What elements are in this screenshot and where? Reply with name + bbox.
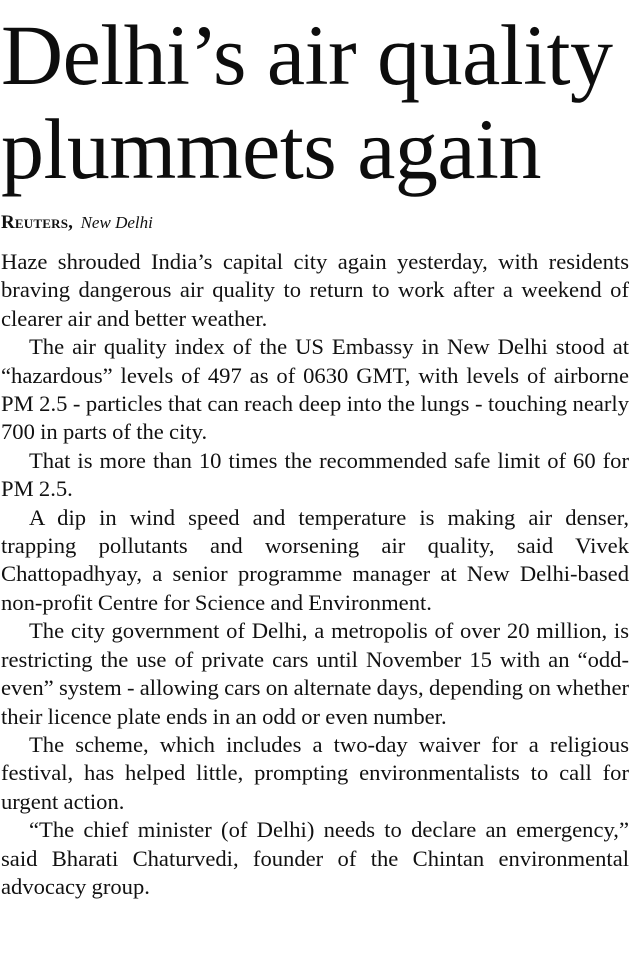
paragraph-6: The scheme, which includes a two-day waiver for a religious festival, has helped little, prompting environmentalists to call for urgent action.: [1, 731, 629, 814]
paragraph-5: The city government of Delhi, a metropolis of over 20 million, is restricting the use of private cars until November 15 with an “odd-even” system - allowing cars on alternate days, depending on whether their licence plate ends in an odd or even number.: [1, 618, 629, 729]
paragraph-4: A dip in wind speed and temperature is making air denser, trapping pollutants and worsening air quality, said Vivek Chattopadhyay, a senior programme manager at New Delhi-based non-profit Centre for Science and Environment.: [1, 504, 629, 615]
paragraph-1: Haze shrouded India’s capital city again yesterday, with residents braving dangerous air quality to return to work after a weekend of clearer air and better weather.: [1, 249, 629, 331]
paragraph-2: The air quality index of the US Embassy in New Delhi stood at “hazardous” levels of 497 as of 0630 GMT, with levels of airborne PM 2.5 - particles that can reach deep into the lungs - touching nearly 700 in parts of the city.: [1, 334, 629, 445]
byline: [1, 210, 629, 234]
paragraph-7: “The chief minister (of Delhi) needs to declare an emergency,” said Bharati Chaturvedi, founder of the Chintan environmental advocacy group.: [1, 817, 629, 899]
headline-line-2: plummets again: [1, 101, 541, 197]
byline-agency: Reuters,: [1, 212, 74, 233]
article-body: [1, 248, 629, 901]
paragraph-3: That is more than 10 times the recommended safe limit of 60 for PM 2.5.: [1, 447, 629, 502]
byline-dateline: New Delhi: [80, 213, 153, 232]
headline: [1, 0, 629, 196]
headline-line-1: Delhi’s air quality: [1, 7, 613, 103]
